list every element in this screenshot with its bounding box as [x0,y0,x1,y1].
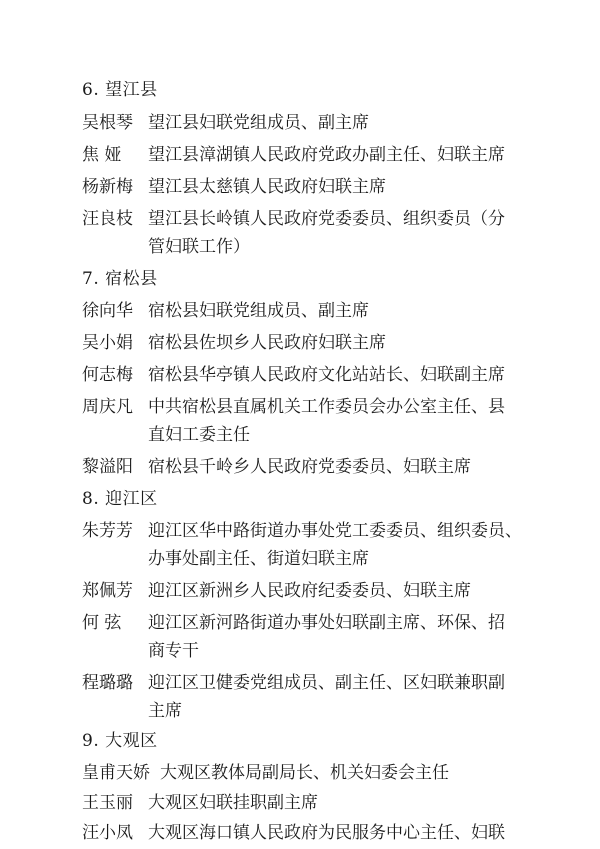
entry-continuation-row [0,636,600,666]
person-role: 宿松县华亭镇人民政府文化站站长、妇联副主席 [148,365,505,385]
entry-continuation-row [0,544,600,574]
person-role: 迎江区华中路街道办事处党工委委员、组织委员、 [148,521,522,541]
entry-row [0,452,600,482]
person-name: 王玉丽 [82,793,133,813]
section-heading: 8. 迎江区 [82,489,158,509]
person-name: 汪良枝 [82,209,133,229]
entry-row [0,576,600,606]
section-heading-row [0,75,600,105]
section-heading-row [0,264,600,294]
person-role: 大观区教体局副局长、机关妇委会主任 [160,763,449,783]
person-role: 迎江区新河路街道办事处妇联副主席、环保、招 [148,613,505,633]
entry-row [0,296,600,326]
person-role-continued: 主席 [148,701,182,721]
entry-row [0,172,600,202]
person-name: 黎溢阳 [82,457,133,477]
entry-row [0,140,600,170]
entry-row [0,516,600,546]
entry-row [0,108,600,138]
person-name: 皇甫天娇 [82,763,150,783]
entry-row [0,392,600,422]
entry-row [0,758,600,788]
section-heading-row [0,484,600,514]
section-heading: 6. 望江县 [82,80,158,100]
person-role: 宿松县妇联党组成员、副主席 [148,301,369,321]
entry-continuation-row [0,232,600,262]
entry-row [0,608,600,638]
person-name: 朱芳芳 [82,521,133,541]
person-role-continued: 直妇工委主任 [148,425,250,445]
person-name: 何志梅 [82,365,133,385]
person-role: 望江县漳湖镇人民政府党政办副主任、妇联主席 [148,145,505,165]
section-heading-row [0,726,600,756]
person-role: 望江县长岭镇人民政府党委委员、组织委员（分 [148,209,505,229]
section-heading: 7. 宿松县 [82,269,158,289]
person-role: 迎江区新洲乡人民政府纪委委员、妇联主席 [148,581,471,601]
person-name: 郑佩芳 [82,581,133,601]
person-role: 望江县妇联党组成员、副主席 [148,113,369,133]
person-name: 周庆凡 [82,397,133,417]
person-name: 何 弦 [82,613,122,633]
entry-row [0,328,600,358]
section-heading: 9. 大观区 [82,731,158,751]
person-name: 汪小凤 [82,823,133,843]
person-role-continued: 办事处副主任、街道妇联主席 [148,549,369,569]
person-role: 中共宿松县直属机关工作委员会办公室主任、县 [148,397,505,417]
person-role: 大观区妇联挂职副主席 [148,793,318,813]
entry-row [0,818,600,848]
person-role: 望江县太慈镇人民政府妇联主席 [148,177,386,197]
person-role: 大观区海口镇人民政府为民服务中心主任、妇联 [148,823,505,843]
entry-row [0,360,600,390]
entry-continuation-row [0,420,600,450]
entry-row [0,204,600,234]
person-name: 杨新梅 [82,177,133,197]
person-role: 宿松县千岭乡人民政府党委委员、妇联主席 [148,457,471,477]
person-role-continued: 商专干 [148,641,199,661]
entry-row [0,668,600,698]
person-role: 宿松县佐坝乡人民政府妇联主席 [148,333,386,353]
person-role-continued: 管妇联工作） [148,237,250,257]
person-name: 焦 娅 [82,145,122,165]
person-name: 吴根琴 [82,113,133,133]
person-name: 吴小娟 [82,333,133,353]
entry-row [0,788,600,818]
person-role: 迎江区卫健委党组成员、副主任、区妇联兼职副 [148,673,505,693]
person-name: 程璐璐 [82,673,133,693]
person-name: 徐向华 [82,301,133,321]
entry-continuation-row [0,696,600,726]
